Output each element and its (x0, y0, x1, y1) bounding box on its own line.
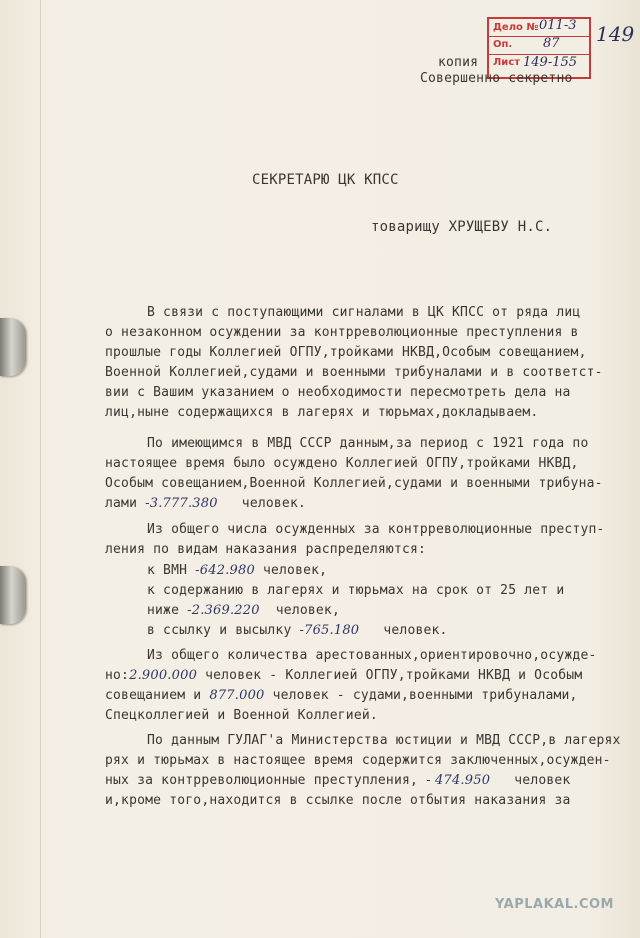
body-text: человек, (275, 603, 340, 618)
body-text: но: (105, 668, 130, 683)
body-line: вии с Вашим указанием о необходимости пересмотреть дела на (105, 385, 571, 400)
body-text: человек. (241, 496, 307, 511)
stamp-row3-label: Лист (493, 57, 521, 68)
stamp-row3-value: 149-155 (523, 55, 578, 70)
body-text: лами (105, 496, 138, 511)
vmn-value: -642.980 (195, 563, 255, 578)
body-text: совещанием и (105, 688, 202, 703)
body-line: и,кроме того,находится в ссылке после отбытия наказания за (105, 793, 571, 808)
body-text: к ВМН (147, 563, 188, 578)
binder-margin-line (40, 0, 41, 938)
body-line: ления по видам наказания распределяются: (105, 542, 427, 557)
body-line (105, 496, 306, 511)
stamp-divider (489, 36, 589, 37)
body-line: рях и тюрьмах в настоящее время содержится заключенных,осужден- (105, 753, 611, 768)
body-line (147, 603, 340, 618)
total-convicted-value: -3.777.380 (145, 496, 218, 511)
body-line: По данным ГУЛАГ'а Министерства юстиции и МВД СССР,в лагерях (147, 733, 621, 748)
exile-value: -765.180 (299, 623, 360, 638)
body-text: человек, (262, 563, 328, 578)
body-text: в ссылку и высылку (147, 623, 292, 638)
body-line: лиц,ныне содержащихся в лагерях и тюрьмах,докладываем. (105, 405, 539, 420)
archive-stamp (487, 17, 591, 79)
body-line: Особым совещанием,Военной Коллегией,судами и военными трибуна- (105, 476, 603, 491)
page-number: 149 (596, 22, 635, 46)
body-line (147, 623, 448, 638)
classification-label: Совершенно секретно (420, 71, 573, 86)
binder-ring-bottom (0, 566, 26, 624)
body-line (147, 563, 327, 578)
body-line: настоящее время было осуждено Коллегией ОГПУ,тройками НКВД, (105, 456, 579, 471)
body-line (105, 773, 570, 788)
stamp-row2-label: Оп. (493, 39, 513, 50)
gulag-prisoners-value: - 474.950 (426, 773, 491, 788)
body-text: человек - Коллегией ОГПУ,тройками НКВД и Особым (205, 668, 583, 683)
copy-label: копия (438, 55, 479, 70)
body-line (105, 668, 582, 683)
body-line: По имеющимся в МВД СССР данным,за период с 1921 года по (147, 436, 589, 451)
body-text: человек. (383, 623, 448, 638)
ogpu-convicted-value: 2.900.000 (129, 668, 198, 683)
addressee-line-1: СЕКРЕТАРЮ ЦК КПСС (252, 172, 399, 188)
body-line: Спецколлегией и Военной Коллегией. (105, 708, 378, 723)
stamp-row2-value: 87 (543, 36, 560, 51)
body-line: Из общего количества арестованных,ориентировочно,осужде- (147, 648, 597, 663)
binder-ring-top (0, 318, 26, 376)
body-line (105, 688, 578, 703)
body-line: прошлые годы Коллегией ОГПУ,тройками НКВД,Особым совещанием, (105, 345, 587, 360)
body-text: человек (514, 773, 571, 788)
body-line: В связи с поступающими сигналами в ЦК КПСС от ряда лиц (147, 305, 581, 320)
site-watermark: YAPLAKAL.COM (495, 897, 614, 912)
body-line: к содержанию в лагерях и тюрьмах на срок от 25 лет и (147, 583, 565, 598)
courts-convicted-value: 877.000 (209, 688, 265, 703)
stamp-delo-label: Дело № (493, 22, 539, 33)
stamp-delo-value: 011-3 (539, 18, 577, 33)
body-text: ниже (147, 603, 180, 618)
camps-value: -2.369.220 (187, 603, 260, 618)
body-line: Из общего числа осужденных за контрреволюционные преступ- (147, 522, 605, 537)
body-line: Военной Коллегией,судами и военными трибуналами и в соответст- (105, 365, 603, 380)
body-line: о незаконном осуждении за контрреволюционные преступления в (105, 325, 579, 340)
body-text: человек - судами,военными трибуналами, (272, 688, 578, 703)
addressee-line-2: товарищу ХРУЩЕВУ Н.С. (371, 219, 553, 235)
body-text: ных за контрреволюционные преступления, (105, 773, 419, 788)
